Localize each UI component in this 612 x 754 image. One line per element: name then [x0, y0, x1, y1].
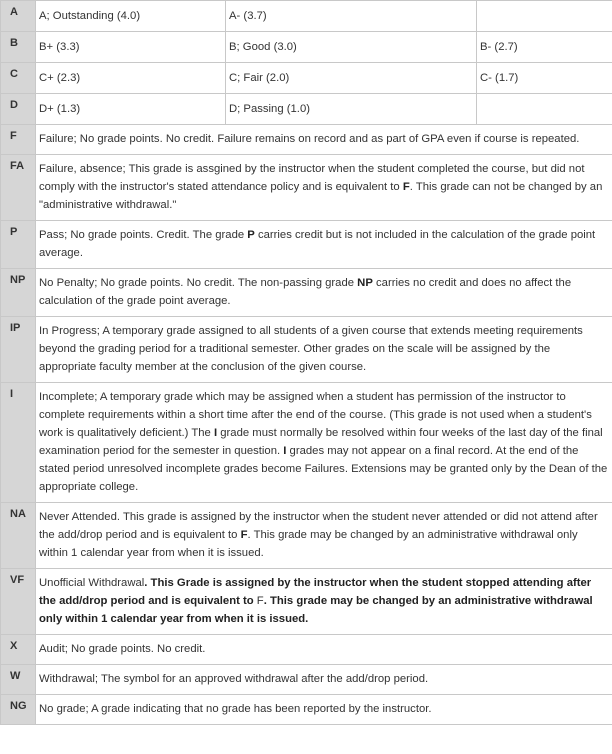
description-text: carries credit but is not included in the calculation of the grade point average. [39, 229, 596, 259]
grade-value: B+ (3.3) [36, 32, 226, 63]
description-text: No Penalty; No grade points. No credit. The non-passing grade [39, 277, 358, 289]
grade-code: D [1, 94, 36, 125]
description-text: Failure, absence; This grade is assgined by the instructor when the student completed the course, but did not comply with the instructor's stated attendance policy and is equivalent to [39, 163, 585, 193]
grade-symbol: P [247, 229, 255, 241]
grade-value: B- (2.7) [477, 32, 612, 63]
grade-row-ip [1, 317, 612, 383]
description-text: Withdrawal; The symbol for an approved withdrawal after the add/drop period. [39, 673, 429, 685]
description-text: Incomplete; A temporary grade which may be assigned when a student has permission of the instructor to complete requirements within a short time after the end of the course. (This grade is not used when a student's work is qualitatively deficient.) The [39, 391, 592, 439]
grade-row-p [1, 221, 612, 269]
description-text: Audit; No grade points. No credit. [39, 643, 206, 655]
description-text: Pass; No grade points. Credit. The grade [39, 229, 248, 241]
grade-code: FA [1, 155, 36, 221]
grade-code: W [1, 665, 36, 695]
description-text: . This grade may be changed by an administrative withdrawal only within 1 calendar year from when it is issued. [39, 529, 578, 559]
grade-value: D; Passing (1.0) [226, 94, 477, 125]
grade-description [36, 317, 612, 383]
grade-description [36, 155, 612, 221]
grade-row-b [1, 32, 612, 63]
grade-description [36, 125, 612, 155]
grade-code: B [1, 32, 36, 63]
description-text: Never Attended. This grade is assigned by the instructor when the student never attended or did not attend after the add/drop period and is equivalent to [39, 511, 598, 541]
grade-code: NG [1, 695, 36, 725]
grade-symbol: . This Grade is assigned by the instructor when the student stopped attending after the add/drop period and is equivalent to [39, 577, 592, 607]
description-text: No grade; A grade indicating that no grade has been reported by the instructor. [39, 703, 432, 715]
grade-code: F [1, 125, 36, 155]
grade-row-vf [1, 569, 612, 635]
grade-value: B; Good (3.0) [226, 32, 477, 63]
grade-value: D+ (1.3) [36, 94, 226, 125]
grade-value [477, 1, 612, 32]
grade-code: I [1, 383, 36, 503]
grade-row-c [1, 63, 612, 94]
grade-symbol: I [213, 427, 218, 439]
grade-row-f [1, 125, 612, 155]
grade-row-ng [1, 695, 612, 725]
grade-description [36, 665, 612, 695]
grade-value [477, 94, 612, 125]
grade-code: P [1, 221, 36, 269]
grade-row-x [1, 635, 612, 665]
grade-value: C- (1.7) [477, 63, 612, 94]
grade-code: X [1, 635, 36, 665]
grade-symbol: I [283, 445, 287, 457]
grade-row-w [1, 665, 612, 695]
grade-description [36, 635, 612, 665]
description-text: Unofficial Withdrawal [39, 577, 145, 589]
grade-symbol: NP [357, 277, 373, 289]
grade-description [36, 503, 612, 569]
grade-symbol: . This grade may be changed by an administrative withdrawal only within 1 calendar year from when it is issued. [39, 595, 593, 625]
grade-description [36, 695, 612, 725]
description-text: . This grade can not be changed by an "administrative withdrawal." [39, 181, 603, 211]
grade-description [36, 221, 612, 269]
description-text: Failure; No grade points. No credit. Failure remains on record and as part of GPA even if course is repeated. [39, 133, 580, 145]
grade-symbol: F [402, 181, 410, 193]
grade-description [36, 383, 612, 503]
grade-value: A; Outstanding (4.0) [36, 1, 226, 32]
description-text: In Progress; A temporary grade assigned to all students of a given course that extends meeting requirements beyond the grading period for a traditional semester. Other grades on the scale will be assigned by the appropriate faculty member at the conclusion of the given course. [39, 325, 583, 373]
grade-row-fa [1, 155, 612, 221]
grade-description [36, 569, 612, 635]
grade-value: C; Fair (2.0) [226, 63, 477, 94]
grade-code: NA [1, 503, 36, 569]
grade-description [36, 269, 612, 317]
grade-row-np [1, 269, 612, 317]
grade-row-d [1, 94, 612, 125]
grade-code: IP [1, 317, 36, 383]
description-text: grade must normally be resolved within four weeks of the last day of the final examination period for the semester in question. [39, 427, 603, 457]
description-text: F [256, 595, 264, 607]
grade-code: C [1, 63, 36, 94]
grade-code: A [1, 1, 36, 32]
grade-code: NP [1, 269, 36, 317]
grade-row-i [1, 383, 612, 503]
grade-row-a [1, 1, 612, 32]
grade-value: C+ (2.3) [36, 63, 226, 94]
grade-value: A- (3.7) [226, 1, 477, 32]
grade-code: VF [1, 569, 36, 635]
grade-row-na [1, 503, 612, 569]
grade-symbol: F [240, 529, 248, 541]
description-text: carries no credit and does no affect the calculation of the grade point average. [39, 277, 572, 307]
description-text: grades may not appear on a final record. At the end of the stated period unresolved incomplete grades become Failures. Extensions may be granted only by the Dean of the appropriate college. [39, 445, 608, 493]
